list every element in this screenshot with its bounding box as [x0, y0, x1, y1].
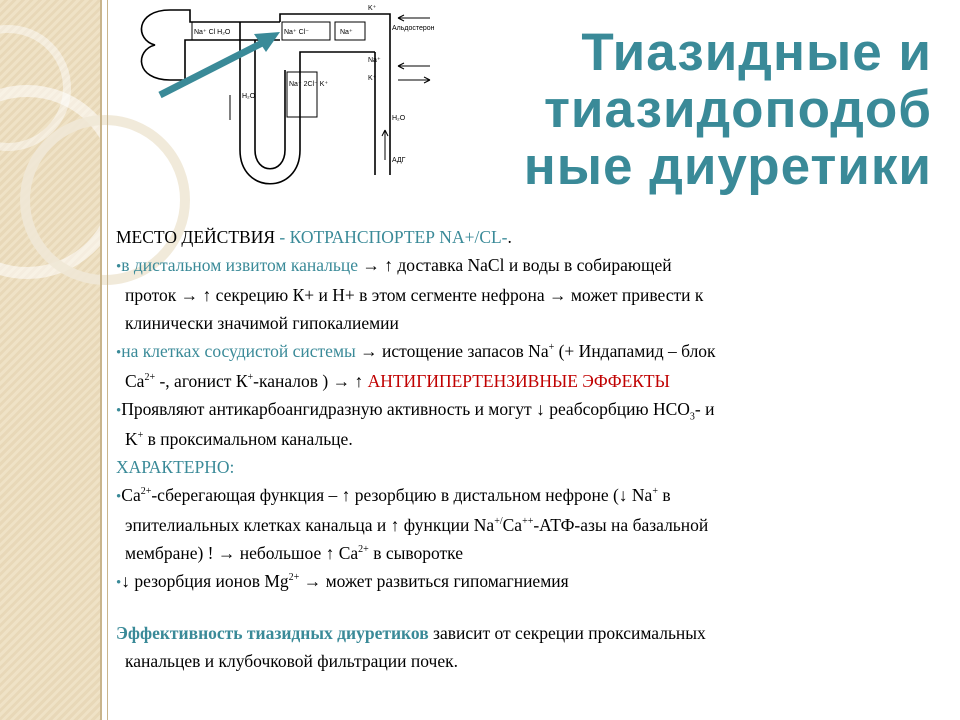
emphasis-text: АНТИГИПЕРТЕНЗИВНЫЕ ЭФФЕКТЫ — [367, 371, 670, 391]
nephron-diagram-svg — [130, 0, 450, 190]
superscript: 2+ — [144, 372, 156, 384]
effectiveness-lead: Эффективность тиазидных диуретиков — [116, 623, 429, 643]
bullet-text: -сберегающая функция – ↑ резорбцию в дистальном нефроне (↓ Na — [151, 485, 653, 505]
title-line: Тиазидные и — [581, 23, 932, 82]
diagram-label: H₂O — [242, 93, 256, 100]
bullet-text: -АТФ-азы на базальной — [533, 515, 709, 535]
bullet-text: → истощение запасов Na — [355, 341, 549, 361]
bullet-text: Ca — [121, 485, 141, 505]
slide-body — [116, 223, 934, 675]
bullet-continuation — [116, 539, 934, 567]
bullet-text: → может развиться гипомагниемия — [299, 571, 569, 591]
bullet-text: Ca — [125, 371, 145, 391]
subscript: 3 — [689, 411, 695, 423]
bullet-text: мембране) ! → небольшое ↑ Ca — [125, 543, 359, 563]
superscript: +/ — [494, 516, 503, 528]
title-line: тиазидоподоб — [543, 80, 932, 139]
bullet-text: эпителиальных клетках канальца и ↑ функции Na — [125, 515, 495, 535]
bullet-text: → ↑ доставка NaCl и воды в собирающей — [358, 255, 672, 275]
effectiveness-text: зависит от секреции проксимальных — [428, 623, 706, 643]
bullet-marker: • — [116, 259, 122, 275]
bullet-text: -каналов ) → ↑ — [253, 371, 368, 391]
decorative-left-band — [0, 0, 100, 720]
diagram-label: K⁺ — [368, 75, 377, 82]
tubule-top-outer — [170, 10, 280, 22]
bullet-text: K — [125, 429, 138, 449]
pointer-arrow-shaft — [160, 40, 268, 95]
site-end: . — [507, 227, 512, 247]
diagram-label: K⁺ — [368, 5, 377, 12]
arrow — [398, 77, 430, 83]
glomerulus-outline — [141, 10, 170, 80]
bullet-item — [116, 251, 934, 281]
site-of-action — [116, 223, 934, 251]
bullet-marker: • — [116, 403, 122, 419]
bullet-text: - и — [694, 399, 715, 419]
superscript: + — [652, 486, 658, 498]
divider-line — [100, 0, 102, 720]
bullet-text: (+ Индапамид – блок — [554, 341, 716, 361]
bullet-text: в проксимальном канальце. — [143, 429, 353, 449]
superscript: + — [548, 342, 555, 354]
bullet-item — [116, 481, 934, 511]
bullet-text: ↓ резорбция ионов Mg — [121, 571, 289, 591]
label-box — [287, 72, 317, 117]
bullet-continuation: проток → ↑ секрецию К+ и Н+ в этом сегменте нефрона → может привести к — [125, 285, 704, 305]
bullet-text: Проявляют антикарбоангидразную активность и могут ↓ реабсорбцию НСО — [121, 399, 690, 419]
slide-title — [440, 24, 932, 195]
bullet-continuation — [116, 367, 934, 395]
site-value: КОТРАНСПОРТЕР NA+/CL- — [289, 227, 508, 247]
bullet-marker: • — [116, 575, 122, 591]
site-dash: - — [275, 227, 290, 247]
diagram-label: Na⁺ Cl⁻ — [284, 29, 309, 36]
bullet-text: Ca — [502, 515, 523, 535]
bullet-continuation — [116, 425, 934, 453]
bullet-text: -, агонист К — [155, 371, 248, 391]
collecting-duct-left — [375, 14, 390, 175]
bullet-location: в дистальном извитом канальце — [121, 255, 358, 275]
bullet-continuation: клинически значимой гипокалиемии — [125, 313, 399, 333]
arrow — [398, 15, 430, 21]
diagram-label: АДГ — [392, 157, 406, 164]
effectiveness-line — [116, 619, 934, 647]
arrow — [382, 130, 388, 160]
diagram-label: Na⁺ — [368, 57, 381, 64]
section-heading: ХАРАКТЕРНО: — [116, 457, 235, 477]
diagram-label: Альдостерон — [392, 25, 435, 32]
diagram-label: Na⁺ — [340, 29, 353, 36]
superscript: 2+ — [140, 486, 152, 498]
diagram-label: Na⁺ 2Cl⁻ K⁺ — [289, 81, 329, 88]
site-label: МЕСТО ДЕЙСТВИЯ — [116, 227, 276, 247]
bullet-item — [116, 395, 934, 425]
superscript: + — [137, 430, 144, 442]
bullet-text: в сыворотке — [368, 543, 463, 563]
loop-inner — [255, 40, 285, 169]
superscript: 2+ — [288, 572, 300, 584]
superscript: 2+ — [358, 544, 369, 556]
bullet-marker: • — [116, 489, 122, 505]
bullet-marker: • — [116, 345, 122, 361]
arrow — [398, 63, 430, 69]
nephron-diagram — [130, 0, 450, 190]
bullet-item — [116, 567, 934, 597]
superscript: + — [247, 372, 254, 384]
title-line: ные диуретики — [523, 137, 932, 196]
distal-inner — [300, 52, 375, 70]
diagram-label: H₂O — [392, 115, 406, 122]
effectiveness-continuation: канальцев и клубочковой фильтрации почек. — [125, 651, 458, 671]
divider-line — [107, 0, 108, 720]
bullet-location: на клетках сосудистой системы — [121, 341, 356, 361]
diagram-label: Na⁺ Cl H₂O — [194, 29, 231, 36]
spacer — [116, 597, 934, 619]
superscript: ++ — [522, 516, 534, 528]
distal-outer — [280, 14, 375, 22]
bullet-item — [116, 337, 934, 367]
bullet-text: в — [657, 485, 671, 505]
bullet-continuation — [116, 511, 934, 539]
